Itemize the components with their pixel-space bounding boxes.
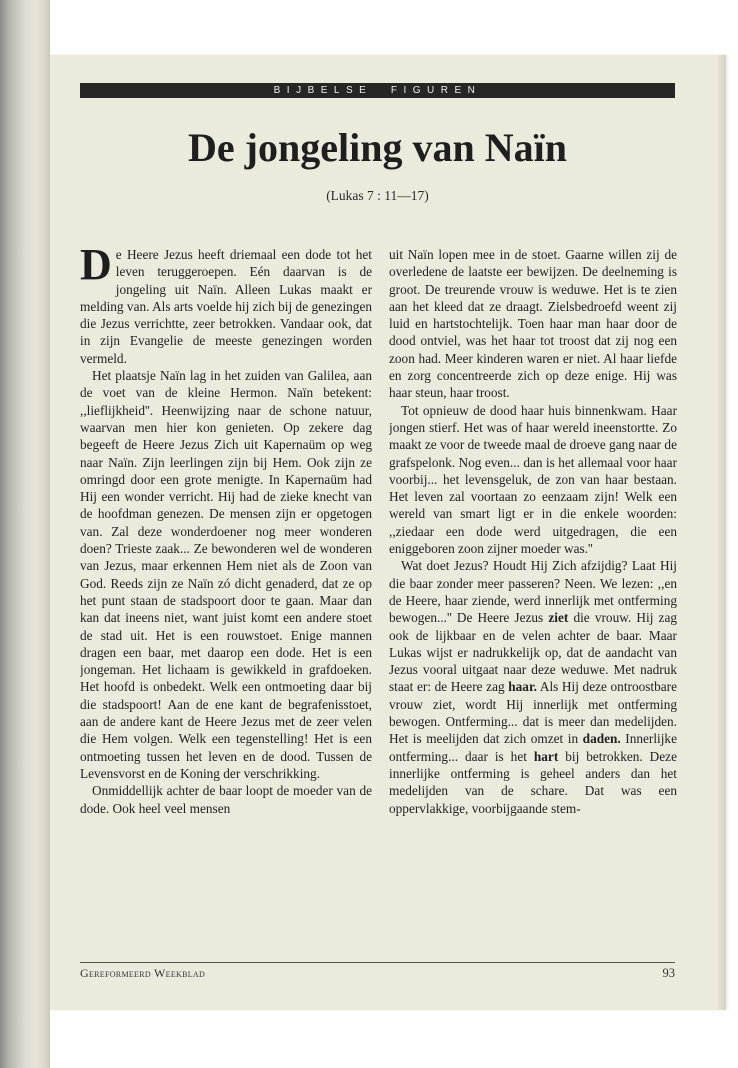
- text-run: bij betrokken. Deze innerlijke ontferming is geheel anders dan het medelijden van de schare. Dat was een oppervlakkige, voorbijgaande stem-: [389, 748, 677, 816]
- paragraph: [80, 246, 372, 367]
- book-binding: [0, 0, 50, 1068]
- page-edge: [718, 55, 726, 1010]
- emphasis: ziet: [548, 610, 569, 626]
- text-run: Wat doet Jezus? Houdt Hij Zich afzijdig? Laat Hij die baar zonder meer passeren? Neen. We lezen: ,,en de Heere, haar ziende, werd innerlijk met ontferming bewogen...'' De Heere Jezus: [389, 558, 677, 626]
- text-run: die vrouw. Hij zag ook de lijkbaar en de velen achter de baar. Maar Lukas wijst er nadrukkelijk op, dat de aandacht van Jezus vooral uitgaat naar deze weduwe. Met nadruk staat er: de Heere zag: [389, 610, 677, 695]
- drop-cap: D: [80, 246, 112, 289]
- bible-reference: (Lukas 7 : 11—17): [326, 188, 429, 203]
- paragraph-text: e Heere Jezus heeft driemaal een dode tot het leven teruggeroepen. Eén daarvan is de jongeling uit Naïn. Alleen Lukas maakt er melding van. Als arts voelde hij zich bij de genezingen die Jezus verrichtte, zeer betrokken. Vandaar ook, dat in zijn Evangelie de meeste genezingen worden vermeld.: [80, 247, 372, 366]
- emphasis: hart: [533, 748, 559, 764]
- section-banner: BIJBELSE FIGUREN: [80, 83, 675, 98]
- paragraph: Het plaatsje Naïn lag in het zuiden van Galilea, aan de voet van de kleine Hermon. Naïn betekent: ,,lieflijkheid''. Heenwijzing naar de schone natuur, waarvan men hier kon genieten. Op zekere dag begeeft de Heere Jezus Zich uit Kapernaüm op weg naar Naïn. Zijn leerlingen zijn bij Hem. Ook zijn ze omringd door een grote menigte. In Kapernaüm had Hij een wonder verricht. Hij had de zieke knecht van de hoofdman genezen. De mensen zijn er opgetogen van. Zal deze wonderdoener nog meer wonderen doen? Trieste zaak... Ze bewonderen wel de wonderen van Jezus, maar erkennen Hem niet als de Zoon van God. Reeds zijn ze Naïn zó dicht genaderd, dat ze op het punt staan de stadspoort door te gaan. Maar dan kan dat ineens niet, want juist komt een andere stoet de stad uit. Het is een rouwstoet. Enige mannen dragen een baar, met daarop een dode. Het is een jongeman. Het lichaam is gewikkeld in grafdoeken. Het hoofd is onbedekt. Welk een ontmoeting daar bij die stadspoort! Aan de ene kant de begrafenisstoet, aan de andere kant de Heere Jezus met de zeer velen die Hem volgen. Welk een tegenstelling! Het is een ontmoeting tussen het leven en de dood. Tussen de Levensvorst en de Koning der verschrikking.: [80, 368, 372, 781]
- text-run: Innerlijke ontferming... daar is het: [389, 731, 677, 764]
- publication-name: Gereformeerd Weekblad: [80, 966, 206, 980]
- paragraph: Onmiddellijk achter de baar loopt de moeder van de dode. Ook heel veel mensen: [80, 783, 372, 816]
- paragraph: [389, 557, 677, 816]
- article-title: De jongeling van Naïn: [188, 125, 567, 170]
- paragraph: uit Naïn lopen mee in de stoet. Gaarne willen zij de overledene de laatste eer bewijzen. De deelneming is groot. De treurende vrouw is weduwe. Het is te zien aan het kleed dat ze draagt. Zielsbedroefd weent zij luid en hartstochtelijk. Toen haar man haar door de dood ontviel, was het haar tot troost dat zij nog een zoon had. Meer kinderen waren er niet. Al haar liefde en zorg concentreerde zich op deze enige. Hij was haar steun, haar troost.: [389, 247, 677, 401]
- right-column: [389, 246, 677, 952]
- paragraph: Tot opnieuw de dood haar huis binnenkwam. Haar jongen stierf. Het was of haar wereld ineenstortte. Zo maakt ze voor de tweede maal de droeve gang naar de grafspelonk. Nog even... dan is het allemaal voor haar voorbij... het levensgeluk, de zon van haar bestaan. Het leven zal voortaan zo eenzaam zijn! Welk een wereld van smart ligt er in die enkele woorden: ,,ziedaar een dode werd uitgedragen, die een eniggeboren zoon zijner moeder was.'': [389, 402, 677, 557]
- left-column: [80, 246, 372, 952]
- emphasis: haar.: [508, 679, 537, 695]
- page-number: 93: [662, 966, 675, 980]
- text-run: Als Hij deze ontroostbare vrouw ziet, wordt Hij innerlijk met ontferming bewogen. Ontferming... dat is meer dan medelijden. Het is meelijden dat zich omzet in: [389, 679, 677, 747]
- emphasis: daden.: [582, 731, 621, 747]
- footer-divider: [80, 962, 675, 963]
